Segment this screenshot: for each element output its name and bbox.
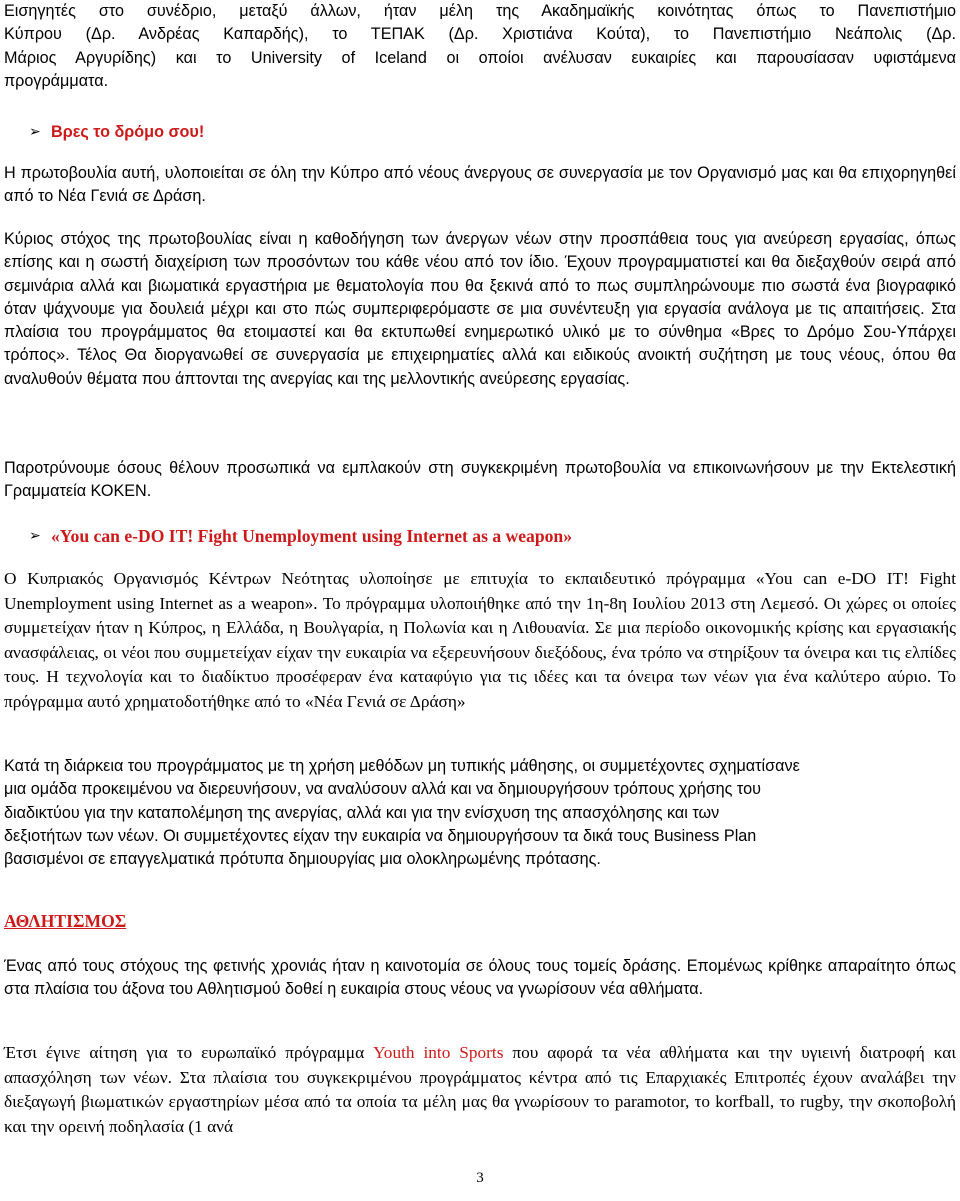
find-your-way-paragraph-2: Κύριος στόχος της πρωτοβουλίας είναι η καθοδήγηση των άνεργων νέων στην προσπάθεια τους για ανεύρεση εργασίας, όπως επίσης και η σωστή διαχείριση των προσόντων του κάθε νέου από τον ίδιο. Έχουν προγραμματιστεί και θα διεξαχθούν σειρά από σεμινάρια αλλά και βιωματικά εργαστήρια με θεματολογία που θα ξεκινά από το πως συμπληρώνουμε πιο σωστά ένα βιογραφικό όταν ψάχνουμε για δουλειά μέχρι και στο πώς συμπεριφερόμαστε σε μια συνέντευξη για εργασία ανάλογα με τις απαιτήσεις. Στα πλαίσια του προγράμματος θα ετοιμαστεί και θα εκτυπωθεί ενημερωτικό υλικό με το σύνθημα «Βρες το Δρόμο Σου-Υπάρχει τρόπος». Τέλος Θα διοργανωθεί σε συνεργασία με επιχειρηματίες αλλά και ειδικούς ανοικτή συζήτηση με τους νέους, όπου θα αναλυθούν θέματα που άπτονται της ανεργίας και της μελλοντικής ανεύρεσης εργασίας. bbox=[4, 230, 956, 388]
find-your-way-paragraph-3: Παροτρύνουμε όσους θέλουν προσωπικά να εμπλακούν στη συγκεκριμένη πρωτοβουλία να επικοινωνήσουν με την Εκτελεστική Γραμματεία ΚΟΚΕΝ. bbox=[4, 459, 956, 501]
section-heading-find-your-way bbox=[29, 121, 204, 144]
sports-paragraph-1: Ένας από τους στόχους της φετινής χρονιάς ήταν η καινοτομία σε όλους τους τομείς δράσης. Επομένως κρίθηκε απαραίτητο όπως στα πλαίσια του άξονα του Αθλητισμού δοθεί η ευκαιρία στους νέους να γνωρίσουν νέα αθλήματα. bbox=[4, 957, 956, 999]
sports-paragraph-text: Έτσι έγινε αίτηση για το ευρωπαϊκό πρόγραμμα bbox=[4, 1043, 374, 1062]
youth-into-sports-highlight: Youth into Sports bbox=[373, 1043, 504, 1062]
you-can-edo-paragraph-1: Ο Κυπριακός Οργανισμός Κέντρων Νεότητας υλοποίησε με επιτυχία το εκπαιδευτικό πρόγραμμα «You can e-DO IT! Fight Unemployment using Internet as a weapon». Το πρόγραμμα υλοποιήθηκε από την 1η-8η Ιουλίου 2013 στη Λεμεσό. Οι χώρες οι οποίες συμμετείχαν ήταν η Κύπρος, η Ελλάδα, η Βουλγαρία, η Πολωνία και η Λιθουανία. Σε μια περίοδο οικονομικής κρίσης και εργασιακής ανασφάλειας, οι νέοι που συμμετείχαν είχαν την ευκαιρία να εξερευνήσουν διεξόδους, ένα τρόπο να στηρίξουν τα όνειρα και τις ελπίδες τους. Η τεχνολογία και το διαδίκτυο προσέφεραν ένα καταφύγιο για τις ιδέες και τα όνειρα των νέων για ένα καλύτερο αύριο. Το πρόγραμμα αυτό χρηματοδοτήθηκε από το «Νέα Γενιά σε Δράση» bbox=[4, 569, 956, 711]
page-number: 3 bbox=[476, 1170, 484, 1186]
intro-line: Μάριος Αργυρίδης) και το University of Iceland οι οποίοι ανέλυσαν ευκαιρίες και παρουσίασαν υφιστάμενα bbox=[4, 48, 956, 67]
section-heading-you-can-edo bbox=[29, 524, 572, 549]
sports-paragraph-text: που αφορά τα νέα αθλήματα και την υγιεινή διατροφή και απασχόληση των νέων. Στα πλαίσια του συγκεκριμένου προγράμματος κέντρα από τις Επαρχιακές Επιτροπές έχουν αναλάβει την διεξαγωγή βιωματικών εργαστηρίων μέσα από τα οποία τα μέλη μας θα γνωρίσουν το paramotor, το korfball, το rugby, την σκοποβολή και την ορεινή ποδηλασία (1 ανά bbox=[4, 1043, 956, 1136]
arrow-bullet-icon: ➢ bbox=[29, 124, 41, 140]
intro-paragraph bbox=[4, 0, 956, 93]
section-heading-text: Βρες το δρόμο σου! bbox=[51, 123, 205, 141]
paragraph-line: διαδικτύου για την καταπολέμηση της ανεργίας, αλλά και για την ενίσχυση της απασχόλησης και των bbox=[4, 803, 720, 822]
paragraph-line: δεξιοτήτων των νέων. Οι συμμετέχοντες είχαν την ευκαιρία να δημιουργήσουν τα δικά τους Business Plan bbox=[4, 826, 757, 845]
intro-line: Κύπρου (Δρ. Ανδρέας Καπαρδής), το ΤΕΠΑΚ (Δρ. Χριστιάνα Κούτα), το Πανεπιστήμιο Νεάπολις (Δρ. bbox=[4, 25, 956, 44]
paragraph-line: μια ομάδα προκειμένου να διερευνήσουν, να αναλύσουν αλλά και να δημιουργήσουν τρόπους χρήσης του bbox=[4, 780, 761, 799]
arrow-bullet-icon: ➢ bbox=[29, 528, 41, 544]
paragraph-line: βασισμένοι σε επαγγελματικά πρότυπα δημιουργίας μια ολοκληρωμένης πρότασης. bbox=[4, 850, 601, 869]
paragraph-line: Κατά τη διάρκεια του προγράμματος με τη χρήση μεθόδων μη τυπικής μάθησης, οι συμμετέχοντες σχηματίσανε bbox=[4, 757, 800, 775]
intro-line: Εισηγητές στο συνέδριο, μεταξύ άλλων, ήταν μέλη της Ακαδημαϊκής κοινότητας όπως το Πανεπιστήμιο bbox=[4, 2, 956, 20]
intro-line: προγράμματα. bbox=[4, 71, 109, 90]
sports-paragraph-2 bbox=[4, 1041, 956, 1139]
section-heading-text: «You can e-DO IT! Fight Unemployment using Internet as a weapon» bbox=[51, 526, 572, 546]
you-can-edo-paragraph-2 bbox=[4, 755, 956, 871]
document-page bbox=[4, 0, 956, 1201]
find-your-way-paragraph-1: Η πρωτοβουλία αυτή, υλοποιείται σε όλη την Κύπρο από νέους άνεργους σε συνεργασία με τον Οργανισμό μας και θα επιχορηγηθεί από το Νέα Γενιά σε Δράση. bbox=[4, 164, 956, 206]
section-heading-sports: ΑΘΛΗΤΙΣΜΟΣ bbox=[4, 911, 127, 931]
